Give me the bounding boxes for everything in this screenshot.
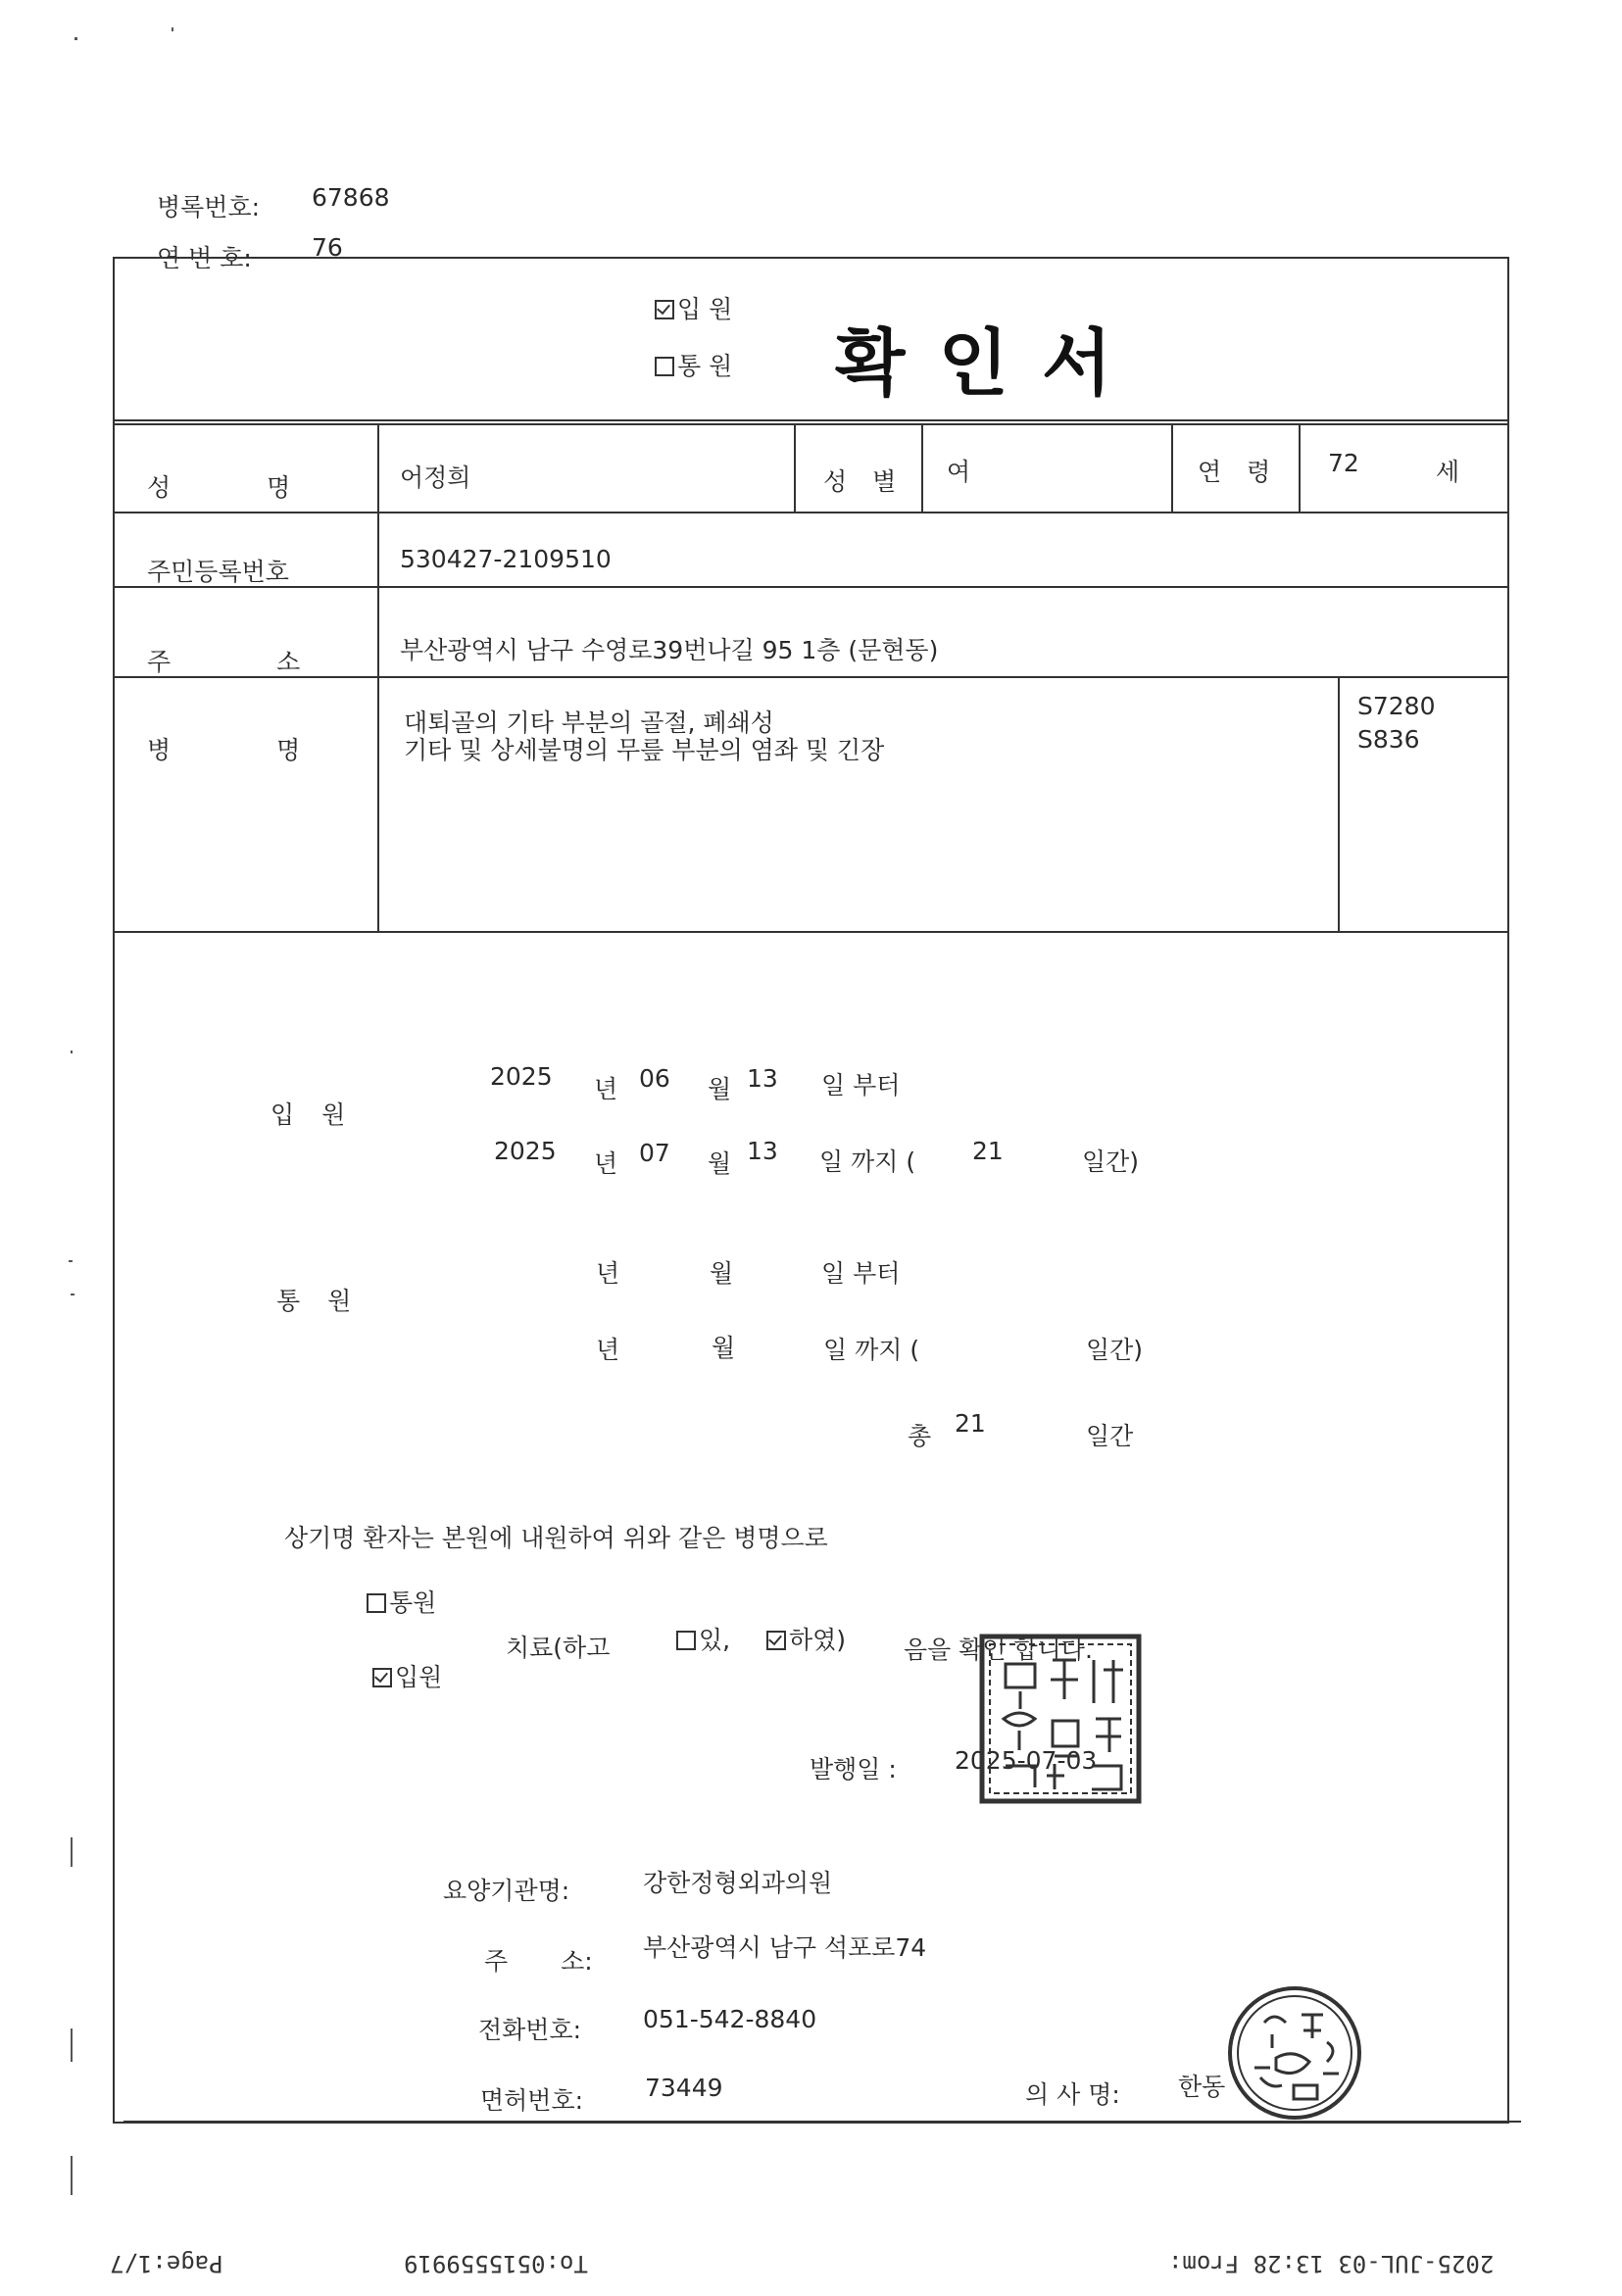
table-rule: [1338, 676, 1340, 931]
statement-text: 상기명 환자는 본원에 내원하여 위와 같은 병명으로: [284, 1524, 828, 1552]
until-text: 일 까지 (: [823, 1336, 920, 1364]
sex-label: 성 별: [823, 467, 897, 496]
admission-checkbox: [655, 300, 674, 319]
month-unit: 월: [708, 1075, 732, 1103]
outpatient-option: [655, 347, 732, 382]
issue-date-label: 발행일 :: [810, 1755, 897, 1783]
treatment-text: 치료(하고: [506, 1634, 611, 1662]
table-rule: [1299, 423, 1301, 512]
confirm-text: 음을 확인 합니다.: [904, 1636, 1093, 1664]
doctor-label: 의 사 명:: [1025, 2080, 1120, 2109]
admit-to-year: 2025: [494, 1137, 557, 1165]
address-label: 주 소: [147, 648, 301, 676]
admit-to-day: 13: [747, 1137, 778, 1165]
doctor-seal: [1225, 1983, 1364, 2123]
year-unit: 년: [594, 1149, 618, 1178]
table-rule: [794, 423, 796, 512]
institution-address-label: 주 소:: [484, 1947, 593, 1976]
diagnosis-line: 기타 및 상세불명의 무릎 부분의 염좌 및 긴장: [404, 736, 885, 764]
statement-admission-checkbox: [372, 1668, 392, 1687]
scan-speck: [71, 1294, 74, 1295]
scan-speck: [172, 27, 173, 31]
chart-number: 67868: [312, 183, 390, 212]
table-rule: [113, 931, 1509, 933]
license-label: 면허번호:: [480, 2086, 584, 2115]
issue-date: 2025-07-03: [955, 1746, 1098, 1775]
chart-number-label: 병록번호:: [157, 193, 261, 221]
year-unit: 년: [596, 1336, 620, 1364]
statement-admission-option: [372, 1658, 442, 1693]
fax-page: Page:1/7: [110, 2250, 223, 2277]
admission-option: [655, 290, 732, 325]
table-rule: [113, 586, 1509, 588]
scan-speck: [74, 37, 77, 40]
admit-from-day: 13: [747, 1064, 778, 1093]
admission-period-label: 입 원: [270, 1100, 346, 1129]
institution-name-label: 요양기관명:: [443, 1877, 570, 1905]
fax-to: To:0515559919: [404, 2250, 588, 2277]
age-unit: 세: [1436, 458, 1460, 486]
year-unit: 년: [594, 1075, 618, 1103]
outpatient-checkbox: [655, 357, 674, 376]
option-doing-label: 있,: [699, 1626, 731, 1654]
fax-from: 2025-JUL-03 13:28 From:: [1168, 2250, 1495, 2277]
total-days: 21: [955, 1409, 986, 1438]
from-text: 일 부터: [821, 1259, 901, 1288]
table-rule: [113, 676, 1509, 678]
admit-from-month: 06: [639, 1064, 670, 1093]
table-rule: [113, 512, 1509, 513]
table-rule: [921, 423, 923, 512]
phone-number: 051-542-8840: [643, 2005, 817, 2033]
admit-days: 21: [972, 1137, 1004, 1165]
diagnosis-code: S836: [1357, 725, 1420, 754]
month-unit: 월: [708, 1149, 732, 1178]
outpatient-period-label: 통 원: [276, 1287, 352, 1315]
hospital-seal: [976, 1631, 1145, 1807]
outpatient-option-label: 통 원: [677, 352, 733, 380]
admit-from-year: 2025: [490, 1062, 553, 1091]
name-label: 성 명: [147, 473, 291, 502]
year-unit: 년: [596, 1259, 620, 1288]
option-done-label: 하였): [789, 1626, 847, 1654]
patient-rrn: 530427-2109510: [400, 545, 612, 573]
admission-option-label: 입 원: [677, 295, 733, 323]
form-table: [113, 257, 1509, 2124]
statement-admission-label: 입원: [395, 1663, 443, 1691]
statement-outpatient-checkbox: [367, 1593, 386, 1613]
scan-speck: [71, 2028, 73, 2062]
option-done: [766, 1621, 846, 1656]
license-number: 73449: [645, 2074, 723, 2102]
done-checkbox: [766, 1631, 786, 1650]
phone-label: 전화번호:: [478, 2016, 582, 2044]
month-unit: 월: [710, 1259, 734, 1288]
total-unit: 일간: [1086, 1422, 1134, 1450]
serial-number-label: 연 번 호:: [157, 244, 252, 272]
table-rule: [123, 2121, 1521, 2123]
scan-speck: [71, 1050, 73, 1053]
diagnosis-label: 병 명: [147, 736, 301, 764]
document-title: 확인서: [835, 321, 1146, 406]
until-text: 일 까지 (: [819, 1148, 916, 1176]
age-label: 연 령: [1198, 458, 1271, 486]
statement-outpatient-option: [367, 1584, 436, 1619]
table-rule: [1171, 423, 1173, 512]
diagnosis-code: S7280: [1357, 692, 1436, 720]
days-text: 일간): [1082, 1148, 1140, 1176]
rrn-label: 주민등록번호: [147, 558, 289, 586]
total-label: 총: [908, 1422, 932, 1450]
institution-name: 강한정형외과의원: [643, 1869, 833, 1897]
from-text: 일 부터: [821, 1071, 901, 1099]
diagnosis-line: 대퇴골의 기타 부분의 골절, 폐쇄성: [404, 708, 774, 737]
scan-speck: [69, 1260, 73, 1262]
statement-outpatient-label: 통원: [389, 1588, 437, 1617]
scan-speck: [71, 1837, 73, 1867]
option-doing: [676, 1621, 730, 1656]
institution-address: 부산광역시 남구 석포로74: [643, 1933, 927, 1962]
patient-age: 72: [1328, 449, 1359, 477]
patient-name: 어정희: [400, 464, 471, 492]
admit-to-month: 07: [639, 1139, 670, 1167]
doctor-name: 한동: [1178, 2073, 1226, 2101]
doing-checkbox: [676, 1631, 696, 1650]
scan-speck: [71, 2156, 73, 2195]
patient-sex: 여: [947, 458, 971, 486]
table-rule: [113, 419, 1509, 421]
days-text: 일간): [1086, 1336, 1144, 1364]
table-rule: [377, 423, 379, 931]
month-unit: 월: [712, 1334, 736, 1362]
serial-number: 76: [312, 233, 343, 262]
patient-address: 부산광역시 남구 수영로39번나길 95 1층 (문현동): [400, 636, 939, 664]
